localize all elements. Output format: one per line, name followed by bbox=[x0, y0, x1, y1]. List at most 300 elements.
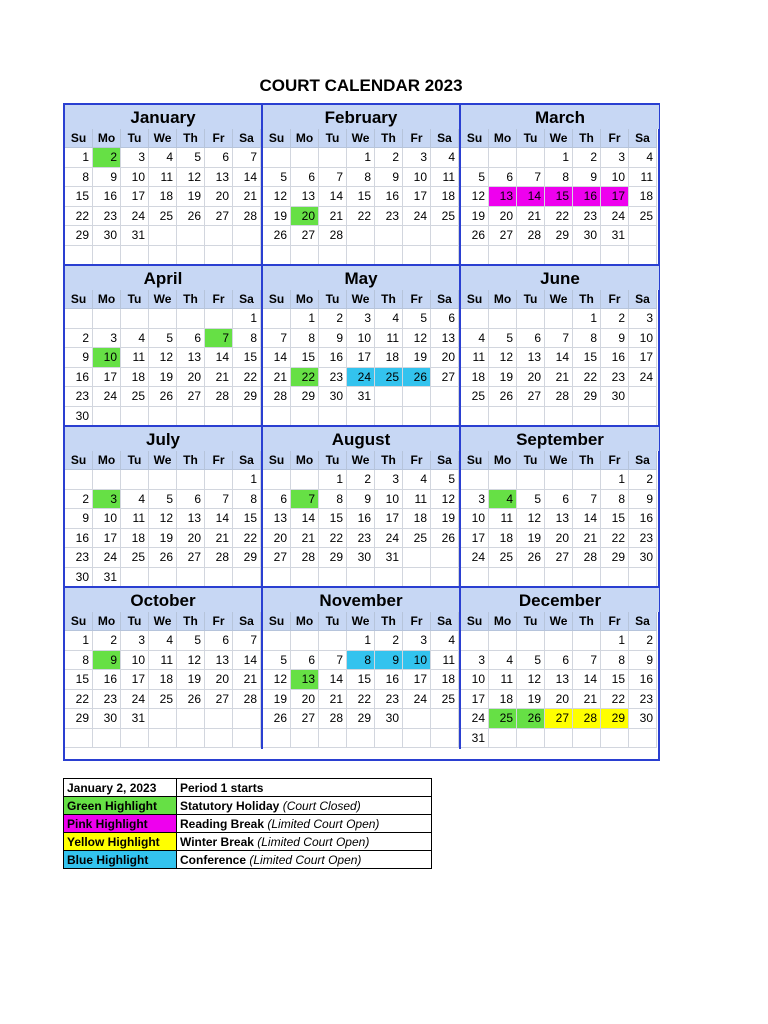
day-cell: 12 bbox=[177, 168, 205, 188]
day-cell: 12 bbox=[489, 348, 517, 368]
day-cell: 15 bbox=[65, 670, 93, 690]
day-cell: 16 bbox=[93, 187, 121, 207]
day-cell: 25 bbox=[431, 690, 459, 710]
day-cell: 3 bbox=[461, 651, 489, 671]
day-cell: 7 bbox=[263, 329, 291, 349]
weekday-header: Sa bbox=[431, 290, 459, 309]
empty-cell bbox=[149, 729, 177, 749]
day-cell: 31 bbox=[121, 226, 149, 246]
day-cell: 26 bbox=[403, 368, 431, 388]
day-cell: 6 bbox=[545, 651, 573, 671]
day-cell: 23 bbox=[93, 690, 121, 710]
legend-label: Statutory Holiday bbox=[180, 798, 280, 813]
month-june bbox=[461, 266, 659, 427]
day-cell: 17 bbox=[403, 670, 431, 690]
day-cell: 1 bbox=[347, 148, 375, 168]
day-cell: 8 bbox=[65, 168, 93, 188]
empty-cell bbox=[121, 407, 149, 427]
weekday-header: Sa bbox=[233, 290, 261, 309]
day-cell: 14 bbox=[233, 651, 261, 671]
day-cell: 17 bbox=[403, 187, 431, 207]
day-cell: 24 bbox=[93, 387, 121, 407]
empty-cell bbox=[121, 729, 149, 749]
weekday-header: Fr bbox=[601, 290, 629, 309]
day-cell: 10 bbox=[121, 651, 149, 671]
empty-cell bbox=[517, 309, 545, 329]
month-december bbox=[461, 588, 659, 749]
day-cell: 3 bbox=[629, 309, 657, 329]
day-cell: 1 bbox=[601, 470, 629, 490]
empty-cell bbox=[545, 470, 573, 490]
day-cell: 11 bbox=[629, 168, 657, 188]
weekday-header: Sa bbox=[233, 612, 261, 631]
month-name: September bbox=[461, 427, 659, 451]
weekday-header: Mo bbox=[93, 612, 121, 631]
day-cell: 20 bbox=[545, 529, 573, 549]
weekday-header: Mo bbox=[489, 451, 517, 470]
day-cell: 27 bbox=[263, 548, 291, 568]
empty-cell bbox=[517, 631, 545, 651]
weekday-header: Fr bbox=[205, 451, 233, 470]
day-cell: 6 bbox=[205, 148, 233, 168]
day-cell: 21 bbox=[233, 187, 261, 207]
weekday-header: Tu bbox=[517, 612, 545, 631]
day-cell: 7 bbox=[545, 329, 573, 349]
day-cell: 22 bbox=[347, 207, 375, 227]
day-cell: 12 bbox=[263, 187, 291, 207]
weekday-header: Th bbox=[573, 290, 601, 309]
day-cell: 8 bbox=[319, 490, 347, 510]
day-cell: 13 bbox=[205, 651, 233, 671]
weekday-header: Sa bbox=[629, 290, 657, 309]
day-cell: 16 bbox=[93, 670, 121, 690]
day-cell: 16 bbox=[347, 509, 375, 529]
day-cell: 2 bbox=[375, 631, 403, 651]
day-cell: 3 bbox=[93, 329, 121, 349]
day-cell: 26 bbox=[149, 387, 177, 407]
empty-cell bbox=[517, 729, 545, 749]
day-cell: 23 bbox=[573, 207, 601, 227]
weekday-header: Sa bbox=[431, 451, 459, 470]
weekday-header: We bbox=[545, 290, 573, 309]
day-grid bbox=[65, 290, 261, 426]
empty-cell bbox=[65, 309, 93, 329]
legend-label: Period 1 starts bbox=[180, 780, 264, 795]
day-cell: 15 bbox=[233, 348, 261, 368]
empty-cell bbox=[517, 470, 545, 490]
empty-cell bbox=[573, 246, 601, 266]
day-cell: 31 bbox=[601, 226, 629, 246]
day-cell: 12 bbox=[149, 348, 177, 368]
empty-cell bbox=[517, 568, 545, 588]
day-cell: 6 bbox=[489, 168, 517, 188]
day-cell: 24 bbox=[121, 207, 149, 227]
day-grid bbox=[461, 290, 659, 426]
weekday-header: Fr bbox=[403, 129, 431, 148]
legend-table bbox=[63, 778, 432, 869]
day-cell: 10 bbox=[403, 651, 431, 671]
day-cell: 31 bbox=[121, 709, 149, 729]
day-cell: 9 bbox=[629, 651, 657, 671]
empty-cell bbox=[205, 407, 233, 427]
month-name: April bbox=[65, 266, 261, 290]
empty-cell bbox=[629, 246, 657, 266]
day-cell: 13 bbox=[177, 509, 205, 529]
empty-cell bbox=[545, 309, 573, 329]
day-cell: 30 bbox=[65, 568, 93, 588]
day-cell: 29 bbox=[65, 226, 93, 246]
weekday-header: Su bbox=[65, 290, 93, 309]
day-cell: 24 bbox=[403, 690, 431, 710]
day-cell: 9 bbox=[375, 651, 403, 671]
weekday-header: Mo bbox=[489, 612, 517, 631]
empty-cell bbox=[291, 568, 319, 588]
day-cell: 8 bbox=[573, 329, 601, 349]
day-cell: 24 bbox=[121, 690, 149, 710]
day-cell: 14 bbox=[573, 509, 601, 529]
day-cell: 4 bbox=[149, 631, 177, 651]
day-cell: 5 bbox=[177, 148, 205, 168]
day-grid bbox=[65, 451, 261, 587]
day-cell: 2 bbox=[93, 631, 121, 651]
weekday-header: Fr bbox=[403, 290, 431, 309]
day-cell: 17 bbox=[375, 509, 403, 529]
day-cell: 27 bbox=[545, 548, 573, 568]
weekday-header: Th bbox=[177, 612, 205, 631]
weekday-header: Fr bbox=[205, 129, 233, 148]
day-cell: 15 bbox=[291, 348, 319, 368]
day-cell: 4 bbox=[489, 490, 517, 510]
day-cell: 10 bbox=[93, 509, 121, 529]
day-cell: 7 bbox=[205, 490, 233, 510]
weekday-header: Sa bbox=[233, 451, 261, 470]
day-cell: 11 bbox=[461, 348, 489, 368]
day-cell: 5 bbox=[431, 470, 459, 490]
day-cell: 14 bbox=[291, 509, 319, 529]
day-cell: 25 bbox=[629, 207, 657, 227]
day-cell: 6 bbox=[205, 631, 233, 651]
day-cell: 9 bbox=[347, 490, 375, 510]
empty-cell bbox=[291, 148, 319, 168]
day-cell: 16 bbox=[65, 368, 93, 388]
day-cell: 18 bbox=[403, 509, 431, 529]
legend-note: (Limited Court Open) bbox=[267, 816, 380, 831]
day-cell: 18 bbox=[489, 690, 517, 710]
day-cell: 30 bbox=[629, 548, 657, 568]
weekday-header: Fr bbox=[205, 612, 233, 631]
empty-cell bbox=[93, 246, 121, 266]
empty-cell bbox=[233, 407, 261, 427]
day-cell: 29 bbox=[233, 387, 261, 407]
empty-cell bbox=[65, 246, 93, 266]
empty-cell bbox=[461, 246, 489, 266]
day-cell: 4 bbox=[629, 148, 657, 168]
weekday-header: Mo bbox=[291, 290, 319, 309]
day-cell: 21 bbox=[233, 670, 261, 690]
day-cell: 8 bbox=[347, 168, 375, 188]
day-cell: 26 bbox=[489, 387, 517, 407]
day-cell: 26 bbox=[461, 226, 489, 246]
day-cell: 3 bbox=[403, 148, 431, 168]
day-cell: 22 bbox=[601, 690, 629, 710]
day-cell: 20 bbox=[517, 368, 545, 388]
day-cell: 25 bbox=[461, 387, 489, 407]
day-cell: 10 bbox=[601, 168, 629, 188]
day-cell: 4 bbox=[121, 490, 149, 510]
day-cell: 23 bbox=[375, 690, 403, 710]
day-cell: 28 bbox=[545, 387, 573, 407]
month-name: December bbox=[461, 588, 659, 612]
day-cell: 26 bbox=[263, 226, 291, 246]
day-cell: 27 bbox=[489, 226, 517, 246]
day-cell: 7 bbox=[233, 631, 261, 651]
empty-cell bbox=[205, 246, 233, 266]
day-cell: 12 bbox=[149, 509, 177, 529]
day-cell: 22 bbox=[65, 207, 93, 227]
day-cell: 25 bbox=[149, 690, 177, 710]
empty-cell bbox=[205, 709, 233, 729]
day-cell: 22 bbox=[573, 368, 601, 388]
legend-key: January 2, 2023 bbox=[64, 779, 177, 797]
day-cell: 1 bbox=[545, 148, 573, 168]
day-cell: 8 bbox=[291, 329, 319, 349]
empty-cell bbox=[375, 387, 403, 407]
weekday-header: Th bbox=[573, 451, 601, 470]
empty-cell bbox=[403, 246, 431, 266]
empty-cell bbox=[573, 407, 601, 427]
empty-cell bbox=[431, 226, 459, 246]
day-cell: 22 bbox=[347, 690, 375, 710]
empty-cell bbox=[489, 470, 517, 490]
empty-cell bbox=[573, 729, 601, 749]
day-cell: 13 bbox=[431, 329, 459, 349]
day-cell: 17 bbox=[601, 187, 629, 207]
day-cell: 7 bbox=[291, 490, 319, 510]
day-cell: 10 bbox=[121, 168, 149, 188]
day-cell: 14 bbox=[545, 348, 573, 368]
empty-cell bbox=[375, 568, 403, 588]
day-cell: 17 bbox=[93, 529, 121, 549]
day-cell: 13 bbox=[263, 509, 291, 529]
day-cell: 29 bbox=[233, 548, 261, 568]
day-cell: 1 bbox=[291, 309, 319, 329]
day-cell: 20 bbox=[177, 368, 205, 388]
day-cell: 16 bbox=[319, 348, 347, 368]
empty-cell bbox=[347, 729, 375, 749]
day-cell: 30 bbox=[573, 226, 601, 246]
day-cell: 1 bbox=[233, 470, 261, 490]
day-cell: 11 bbox=[489, 509, 517, 529]
day-cell: 27 bbox=[545, 709, 573, 729]
day-cell: 25 bbox=[149, 207, 177, 227]
empty-cell bbox=[545, 568, 573, 588]
day-cell: 7 bbox=[573, 651, 601, 671]
legend-note: (Limited Court Open) bbox=[249, 852, 362, 867]
day-cell: 5 bbox=[177, 631, 205, 651]
empty-cell bbox=[347, 407, 375, 427]
day-cell: 18 bbox=[461, 368, 489, 388]
empty-cell bbox=[205, 470, 233, 490]
day-cell: 11 bbox=[431, 168, 459, 188]
day-cell: 12 bbox=[431, 490, 459, 510]
day-cell: 24 bbox=[375, 529, 403, 549]
empty-cell bbox=[149, 226, 177, 246]
empty-cell bbox=[601, 568, 629, 588]
day-cell: 22 bbox=[233, 368, 261, 388]
month-march bbox=[461, 105, 659, 266]
day-cell: 25 bbox=[489, 548, 517, 568]
day-cell: 23 bbox=[629, 529, 657, 549]
empty-cell bbox=[319, 631, 347, 651]
weekday-header: Fr bbox=[403, 451, 431, 470]
legend-description bbox=[177, 797, 432, 815]
weekday-header: Mo bbox=[93, 451, 121, 470]
day-cell: 10 bbox=[629, 329, 657, 349]
weekday-header: We bbox=[545, 612, 573, 631]
weekday-header: Sa bbox=[233, 129, 261, 148]
day-cell: 14 bbox=[205, 348, 233, 368]
day-cell: 3 bbox=[403, 631, 431, 651]
legend-description bbox=[177, 815, 432, 833]
empty-cell bbox=[431, 548, 459, 568]
month-may bbox=[263, 266, 461, 427]
day-cell: 21 bbox=[573, 529, 601, 549]
day-cell: 20 bbox=[545, 690, 573, 710]
day-cell: 8 bbox=[65, 651, 93, 671]
month-name: July bbox=[65, 427, 261, 451]
empty-cell bbox=[93, 470, 121, 490]
day-cell: 16 bbox=[375, 187, 403, 207]
weekday-header: Fr bbox=[601, 129, 629, 148]
empty-cell bbox=[629, 407, 657, 427]
day-cell: 7 bbox=[319, 651, 347, 671]
day-cell: 9 bbox=[93, 651, 121, 671]
day-cell: 20 bbox=[205, 670, 233, 690]
empty-cell bbox=[629, 387, 657, 407]
weekday-header: We bbox=[545, 129, 573, 148]
weekday-header: We bbox=[149, 451, 177, 470]
legend-label: Reading Break bbox=[180, 816, 265, 831]
weekday-header: Mo bbox=[291, 451, 319, 470]
weekday-header: Su bbox=[461, 451, 489, 470]
day-cell: 24 bbox=[461, 709, 489, 729]
day-cell: 6 bbox=[291, 168, 319, 188]
day-cell: 5 bbox=[149, 490, 177, 510]
day-cell: 28 bbox=[573, 548, 601, 568]
empty-cell bbox=[489, 148, 517, 168]
empty-cell bbox=[461, 470, 489, 490]
empty-cell bbox=[205, 568, 233, 588]
empty-cell bbox=[291, 407, 319, 427]
day-cell: 19 bbox=[403, 348, 431, 368]
day-cell: 2 bbox=[319, 309, 347, 329]
day-cell: 14 bbox=[319, 187, 347, 207]
month-name: November bbox=[263, 588, 459, 612]
empty-cell bbox=[319, 246, 347, 266]
day-cell: 11 bbox=[431, 651, 459, 671]
day-cell: 21 bbox=[517, 207, 545, 227]
legend-description bbox=[177, 779, 432, 797]
empty-cell bbox=[601, 729, 629, 749]
day-cell: 7 bbox=[233, 148, 261, 168]
day-cell: 5 bbox=[263, 168, 291, 188]
empty-cell bbox=[629, 568, 657, 588]
day-cell: 14 bbox=[233, 168, 261, 188]
month-november bbox=[263, 588, 461, 749]
day-cell: 1 bbox=[319, 470, 347, 490]
day-cell: 8 bbox=[347, 651, 375, 671]
day-cell: 3 bbox=[347, 309, 375, 329]
day-cell: 26 bbox=[517, 709, 545, 729]
empty-cell bbox=[291, 631, 319, 651]
day-cell: 19 bbox=[517, 529, 545, 549]
day-cell: 2 bbox=[629, 470, 657, 490]
day-cell: 22 bbox=[545, 207, 573, 227]
empty-cell bbox=[319, 407, 347, 427]
weekday-header: Fr bbox=[403, 612, 431, 631]
empty-cell bbox=[375, 407, 403, 427]
empty-cell bbox=[121, 568, 149, 588]
weekday-header: Su bbox=[263, 290, 291, 309]
day-cell: 19 bbox=[461, 207, 489, 227]
weekday-header: Sa bbox=[629, 129, 657, 148]
day-cell: 8 bbox=[233, 490, 261, 510]
day-cell: 18 bbox=[121, 529, 149, 549]
empty-cell bbox=[149, 407, 177, 427]
empty-cell bbox=[545, 631, 573, 651]
day-cell: 8 bbox=[233, 329, 261, 349]
weekday-header: We bbox=[347, 129, 375, 148]
day-cell: 25 bbox=[375, 368, 403, 388]
empty-cell bbox=[489, 631, 517, 651]
day-cell: 4 bbox=[375, 309, 403, 329]
day-cell: 4 bbox=[403, 470, 431, 490]
day-cell: 4 bbox=[489, 651, 517, 671]
day-grid bbox=[461, 129, 659, 265]
empty-cell bbox=[205, 309, 233, 329]
weekday-header: Fr bbox=[601, 451, 629, 470]
day-cell: 19 bbox=[263, 207, 291, 227]
empty-cell bbox=[263, 148, 291, 168]
empty-cell bbox=[93, 729, 121, 749]
legend-label: Winter Break bbox=[180, 834, 254, 849]
day-cell: 29 bbox=[347, 709, 375, 729]
weekday-header: Th bbox=[177, 129, 205, 148]
weekday-header: Mo bbox=[489, 290, 517, 309]
day-cell: 6 bbox=[291, 651, 319, 671]
legend-row bbox=[64, 815, 432, 833]
day-cell: 9 bbox=[319, 329, 347, 349]
day-cell: 5 bbox=[263, 651, 291, 671]
day-cell: 28 bbox=[263, 387, 291, 407]
day-cell: 20 bbox=[291, 690, 319, 710]
day-cell: 2 bbox=[65, 490, 93, 510]
empty-cell bbox=[149, 470, 177, 490]
empty-cell bbox=[629, 729, 657, 749]
day-grid bbox=[263, 612, 459, 748]
legend-note: (Court Closed) bbox=[282, 798, 361, 813]
empty-cell bbox=[489, 729, 517, 749]
day-cell: 30 bbox=[93, 709, 121, 729]
day-cell: 6 bbox=[177, 490, 205, 510]
weekday-header: Mo bbox=[489, 129, 517, 148]
empty-cell bbox=[403, 548, 431, 568]
day-cell: 16 bbox=[601, 348, 629, 368]
day-cell: 17 bbox=[461, 690, 489, 710]
day-cell: 9 bbox=[375, 168, 403, 188]
day-cell: 29 bbox=[573, 387, 601, 407]
day-cell: 1 bbox=[601, 631, 629, 651]
